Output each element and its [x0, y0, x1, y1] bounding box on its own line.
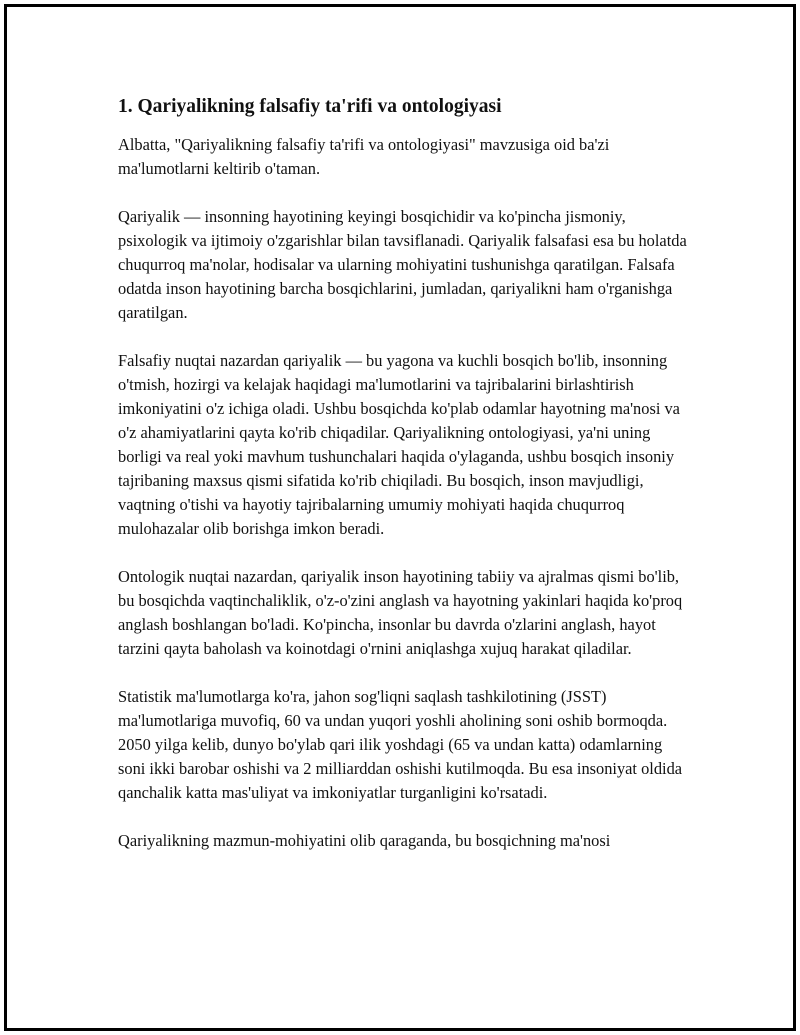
paragraph-definition: Qariyalik — insonning hayotining keyingi bosqichidir va ko'pincha jismoniy, psixologik va ijtimoiy o'zgarishlar bilan tavsiflanadi. Qariyalik falsafasi esa bu holatda chuqurroq ma'nolar, hodisalar va ularning mohiyatini tushunishga qaratilgan. Falsafa odatda inson hayotining barcha bosqichlarini, jumladan, qariyalikni ham o'rganishga qaratilgan.	[118, 207, 687, 322]
paragraph-intro: Albatta, "Qariyalikning falsafiy ta'rifi va ontologiyasi" mavzusiga oid ba'zi ma'lumotlarni keltirib o'taman.	[118, 135, 610, 178]
paragraph-statistics: Statistik ma'lumotlarga ko'ra, jahon sog'liqni saqlash tashkilotining (JSST) ma'lumotlariga muvofiq, 60 va undan yuqori yoshli aholining soni oshib bormoqda. 2050 yilga kelib, dunyo bo'ylab qari ilik yoshdagi (65 va undan katta) odamlarning soni ikki barobar oshishi va 2 milliarddan oshishi kutilmoqda. Bu esa insoniyat oldida qanchalik katta mas'uliyat va imkoniyatlar turganligini ko'rsatadi.	[118, 687, 683, 802]
paragraph-essence: Qariyalikning mazmun-mohiyatini olib qaraganda, bu bosqichning ma'nosi	[118, 831, 611, 850]
document-body	[118, 94, 690, 877]
paragraph-ontological-view: Ontologik nuqtai nazardan, qariyalik inson hayotining tabiiy va ajralmas qismi bo'lib, bu bosqichda vaqtinchaliklik, o'z-o'zini anglash va hayotning yakinlari haqida ko'proq anglash boshlangan bo'ladi. Ko'pincha, insonlar bu davrda o'zlarini anglash, hayot tarzini qayta baholash va koinotdagi o'rnini aniqlashga xujuq harakat qiladilar.	[118, 567, 683, 658]
document-title: 1. Qariyalikning falsafiy ta'rifi va ontologiyasi	[118, 96, 502, 117]
paragraph-philosophical-view: Falsafiy nuqtai nazardan qariyalik — bu yagona va kuchli bosqich bo'lib, insonning o'tmish, hozirgi va kelajak haqidagi ma'lumotlarini va tajribalarini birlashtirish imkoniyatini o'z ichiga oladi. Ushbu bosqichda ko'plab odamlar hayotning ma'nosi va o'z ahamiyatlarini qayta ko'rib chiqadilar. Qariyalikning ontologiyasi, ya'ni uning borligi va real yoki mavhum tushunchalari haqida o'ylaganda, ushbu bosqich insoniy tajribaning maxsus qismi sifatida ko'rib chiqiladi. Bu bosqich, inson mavjudligi, vaqtning o'tishi va hayotiy tajribalarning umumiy mohiyati haqida chuqurroq mulohazalar olib borishga imkon beradi.	[118, 351, 680, 538]
